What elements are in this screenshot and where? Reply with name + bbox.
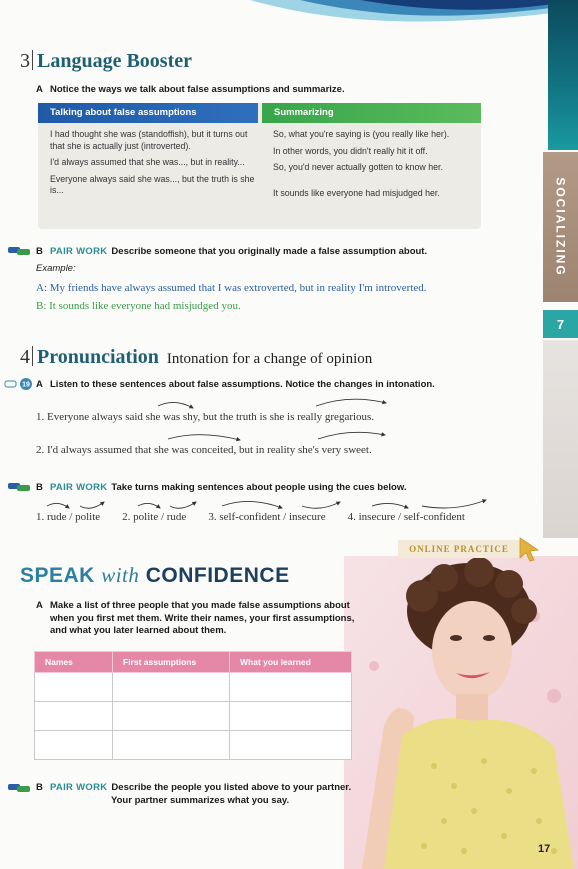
false-assumptions-list (50, 129, 255, 202)
cursor-arrow-icon (518, 536, 540, 562)
section-title: Language Booster (37, 50, 192, 72)
pair-work-icon (8, 483, 30, 491)
section-subtitle: Intonation for a change of opinion (166, 351, 373, 367)
side-color-band (548, 0, 578, 150)
cue-item: 3. self-confident / insecure (208, 511, 326, 523)
table-header-names: Names (35, 652, 113, 673)
table-cell[interactable] (230, 731, 352, 760)
phrase-item: Everyone always said she was..., but the truth is she is... (50, 173, 255, 195)
summarizing-list (273, 129, 478, 204)
side-lower-band (543, 340, 578, 555)
table-cell[interactable] (113, 673, 230, 702)
table-cell[interactable] (113, 731, 230, 760)
phrase-item: It sounds like everyone had misjudged her. (273, 187, 440, 198)
section-4-title (20, 346, 372, 369)
pair-work-icon (8, 247, 30, 255)
intonation-arrow (372, 503, 408, 508)
section-4-instruction-b: B PAIR WORK Take turns making sentences about people using the cues below. (36, 482, 407, 493)
example-line-a: A: My friends have always assumed that I was extroverted, but in reality I'm introverted. (36, 282, 427, 294)
pronunciation-sentence-1: 1. Everyone always said she was shy, but the truth is she is really gregarious. (36, 411, 375, 423)
intonation-arrow (170, 502, 196, 508)
unit-tab-label: SOCIALIZING (553, 177, 568, 277)
page-number: 17 (538, 843, 551, 855)
false-assumptions-header: Talking about false assumptions (38, 103, 258, 123)
track-number: 19 (22, 381, 30, 389)
example-line-b: B: It sounds like everyone had misjudged you. (36, 300, 241, 312)
section-title: Pronunciation (37, 346, 159, 368)
table-cell[interactable] (113, 702, 230, 731)
intonation-arrow (222, 501, 282, 508)
phrase-item: I'd always assumed that she was..., but in reality... (50, 157, 245, 167)
phrase-item: So, you'd never actually gotten to know her. (273, 162, 443, 172)
assumptions-table (34, 651, 352, 760)
table-cell[interactable] (35, 731, 113, 760)
audio-track-icon[interactable] (4, 378, 34, 390)
cue-item: 2. polite / rude (122, 511, 187, 523)
phrase-item: So, what you're saying is (you really like her). (273, 129, 450, 139)
intonation-arrow (80, 502, 104, 508)
table-header-what-you-learned: What you learned (230, 652, 352, 673)
intonation-arrow (316, 399, 386, 406)
table-cell[interactable] (35, 702, 113, 731)
intonation-arrow (158, 402, 193, 408)
table-cell[interactable] (230, 673, 352, 702)
pair-work-label: PAIR WORK (50, 782, 108, 793)
pair-work-label: PAIR WORK (50, 482, 108, 493)
section-3-instruction-a: A Notice the ways we talk about false assumptions and summarize. (36, 84, 345, 95)
cue-list (36, 511, 487, 523)
unit-number-badge: 7 (543, 310, 578, 338)
intonation-arrow (138, 503, 160, 508)
section-3-title (20, 50, 192, 73)
summarizing-header: Summarizing (262, 103, 481, 123)
example-label: Example: (36, 263, 76, 274)
cue-item: 4. insecure / self-confident (347, 511, 465, 523)
pair-work-icon (8, 784, 30, 792)
woman-photo (344, 556, 578, 869)
online-practice-badge[interactable]: ONLINE PRACTICE (398, 540, 520, 558)
table-row (35, 731, 352, 760)
section-number: 4 (20, 346, 30, 368)
phrase-item: I had thought she was (standoffish), but it turns out that she is actually just (introverted). (50, 129, 248, 151)
language-booster-box (38, 103, 481, 229)
intonation-arrow (302, 502, 340, 508)
cue-item: 1. rude / polite (36, 511, 101, 523)
intonation-arrow (47, 503, 69, 508)
pronunciation-sentence-2: 2. I'd always assumed that she was conceited, but in reality she's very sweet. (36, 444, 372, 456)
speak-instruction-b: B PAIR WORK Describe the people you listed above to your partner. Your partner summarizes what you say. (36, 782, 352, 806)
table-row (35, 673, 352, 702)
table-cell[interactable] (230, 702, 352, 731)
speak-instruction-a: A Make a list of three people that you made false assumptions about when you first met them. Write their names, your first assumptions, and what you later learned about them. (36, 600, 355, 636)
section-4-instruction-a: A Listen to these sentences about false assumptions. Notice the changes in intonation. (36, 379, 435, 390)
top-wave-decoration (0, 0, 578, 45)
phrase-item: In other words, you didn't really hit it off. (273, 145, 428, 156)
table-row (35, 702, 352, 731)
pair-work-label: PAIR WORK (50, 246, 108, 257)
intonation-arrow (318, 432, 385, 439)
unit-side-tab (543, 152, 578, 302)
intonation-arrow (422, 500, 486, 508)
speak-with-confidence-title: SPEAK with CONFIDENCE (20, 563, 290, 587)
table-cell[interactable] (35, 673, 113, 702)
section-number: 3 (20, 50, 30, 72)
intonation-arrow (168, 435, 240, 440)
table-header-first-assumptions: First assumptions (113, 652, 230, 673)
section-3-instruction-b: B PAIR WORK Describe someone that you originally made a false assumption about. (36, 246, 428, 257)
